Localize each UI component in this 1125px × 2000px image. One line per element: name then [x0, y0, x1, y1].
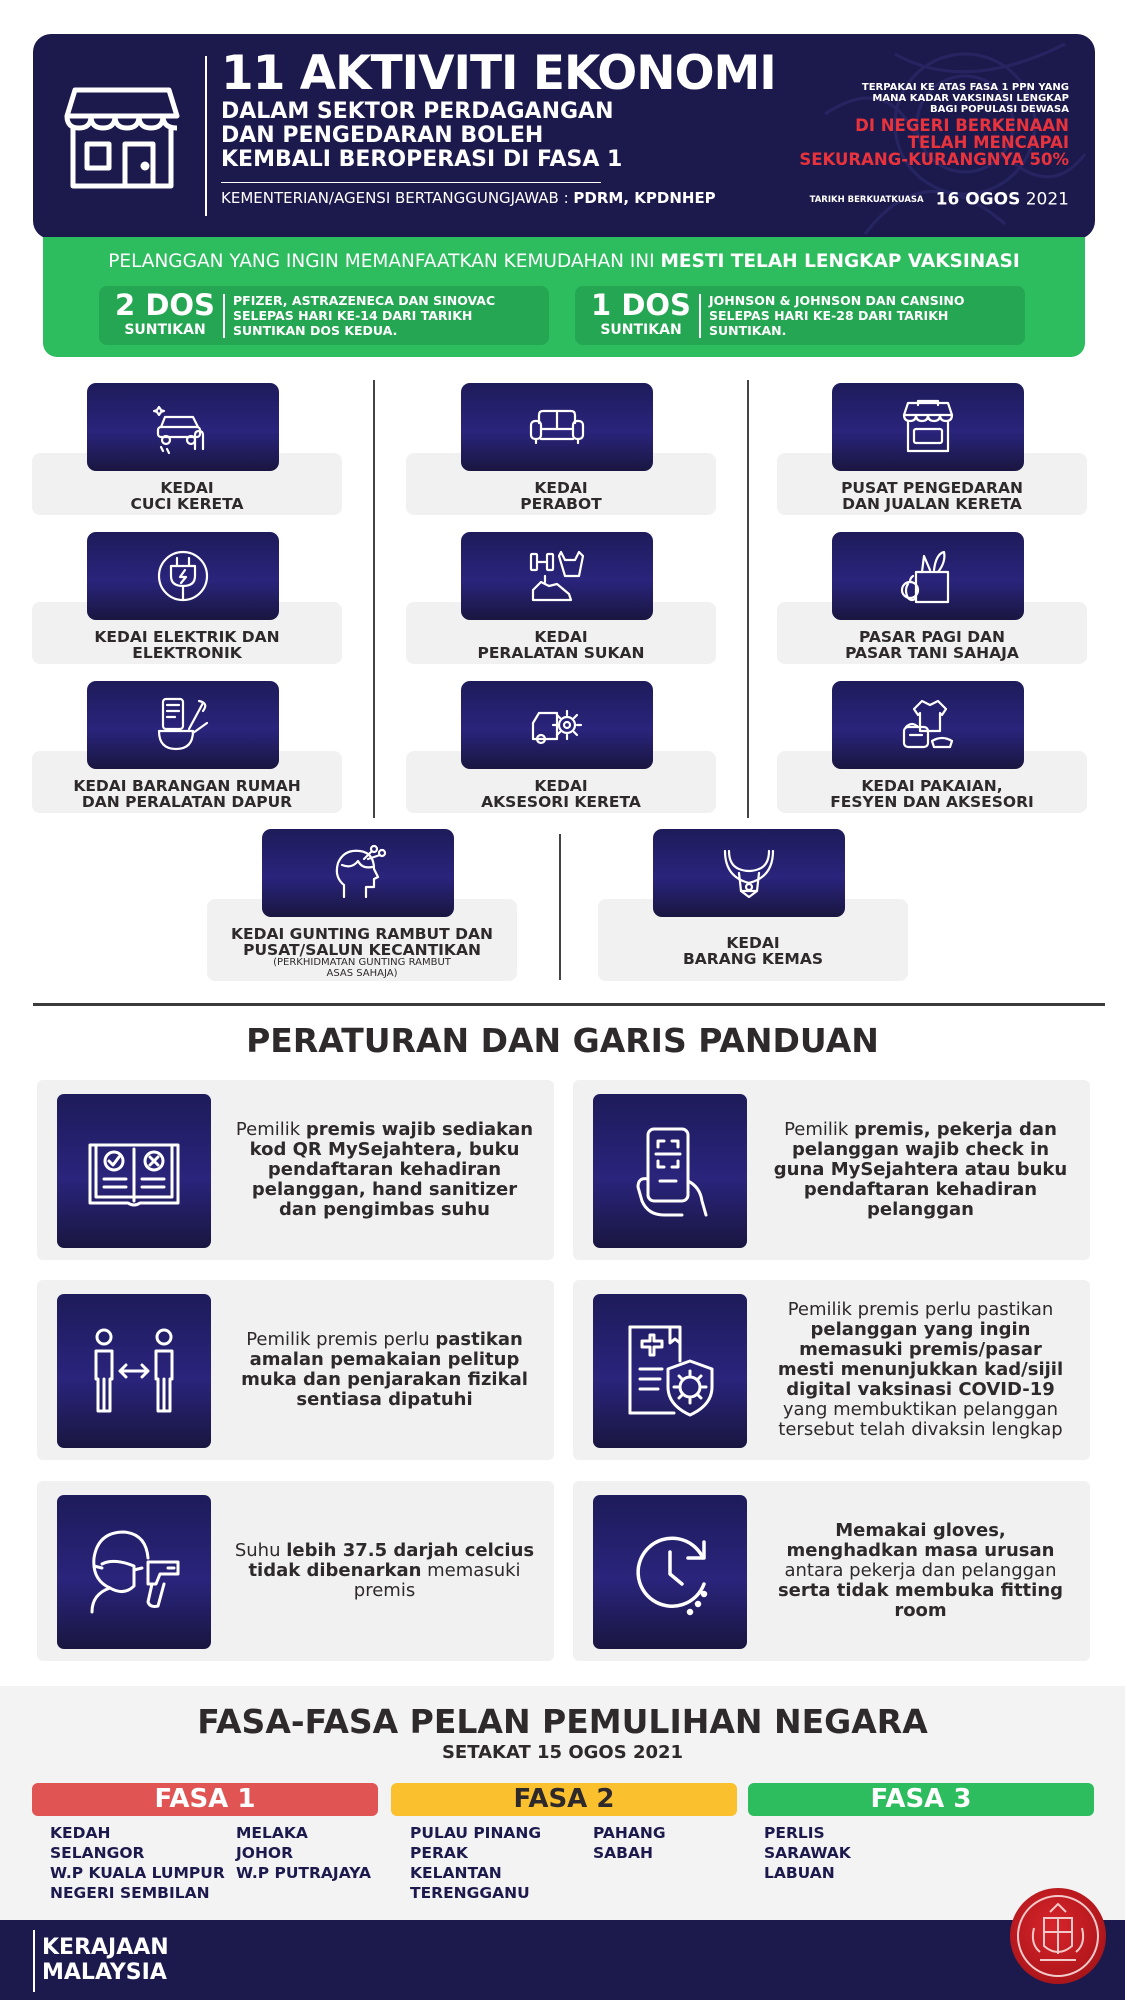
activity-note: (PERKHIDMATAN GUNTING RAMBUT ASAS SAHAJA) [273, 957, 451, 979]
phase-2-states [410, 1823, 541, 1903]
state-name: PERLIS [764, 1824, 825, 1842]
phase-2-states [593, 1823, 666, 1863]
state-name: KELANTAN [410, 1864, 502, 1882]
checklist-book-icon [84, 1121, 184, 1221]
dose-unit: SUNTIKAN [124, 322, 206, 338]
rule-text: Pemilik premis perlu pastikan amalan pemakaian pelitup muka dan penjarakan fizikal sentiasa dipatuhi [241, 1329, 528, 1410]
state-name: PAHANG [593, 1824, 666, 1842]
state-name: SABAH [593, 1844, 653, 1862]
phase-3-header: FASA 3 [748, 1783, 1094, 1816]
header-banner [33, 34, 1095, 239]
column-divider [559, 834, 561, 980]
vaccination-threshold: DI NEGERI BERKENAAN TELAH MENCAPAI SEKURANG-KURANGNYA 50% [799, 116, 1069, 169]
page-title: 11 AKTIVITI EKONOMI [221, 46, 776, 101]
phone-scan-icon [620, 1121, 720, 1221]
time-limit-icon [620, 1522, 720, 1622]
header-rule [221, 182, 601, 183]
activity-card: KEDAI PERABOT [406, 383, 716, 513]
state-name: LABUAN [764, 1864, 835, 1882]
rule-card [573, 1481, 1090, 1661]
activity-card: PUSAT PENGEDARAN DAN JUALAN KERETA [777, 383, 1087, 513]
haircut-icon [328, 843, 388, 903]
grocery-bag-icon [898, 546, 958, 606]
state-name: NEGERI SEMBILAN [50, 1884, 210, 1902]
dose-description: JOHNSON & JOHNSON DAN CANSINO SELEPAS HARI KE-28 DARI TARIKH SUNTIKAN. [709, 293, 965, 338]
vaccination-requirement-title: PELANGGAN YANG INGIN MEMANFAATKAN KEMUDAHAN INI MESTI TELAH LENGKAP VAKSINASI [108, 251, 1020, 272]
column-divider [747, 380, 749, 818]
vaccination-requirement-band [43, 237, 1085, 357]
footer [0, 1920, 1125, 2000]
dose-count: 1 DOS [591, 288, 691, 322]
dose-unit: SUNTIKAN [600, 322, 682, 338]
rule-text: Pemilik premis wajib sediakan kod QR MySejahtera, buku pendaftaran kehadiran pelanggan, hand sanitizer dan pengimbas suhu [235, 1119, 534, 1220]
activity-card: KEDAI BARANG KEMAS [598, 829, 908, 959]
phase-2-header: FASA 2 [391, 1783, 737, 1816]
phase-1-states [236, 1823, 371, 1883]
rules-title: PERATURAN DAN GARIS PANDUAN [246, 1021, 879, 1060]
dose-box-two-dose [99, 286, 549, 345]
header-divider [205, 56, 207, 216]
responsible-agency: KEMENTERIAN/AGENSI BERTANGGUNGJAWAB : PDRM, KPDNHEP [221, 189, 716, 207]
activity-card: KEDAI CUCI KERETA [32, 383, 342, 513]
dose-description: PFIZER, ASTRAZENECA DAN SINOVAC SELEPAS HARI KE-14 DARI TARIKH SUNTIKAN DOS KEDUA. [233, 293, 496, 338]
temperature-check-icon [84, 1522, 184, 1622]
coat-of-arms-icon [1010, 1888, 1106, 1984]
activity-card: KEDAI GUNTING RAMBUT DAN PUSAT/SALUN KECANTIKAN (PERKHIDMATAN GUNTING RAMBUT ASAS SAHAJA) [207, 829, 517, 959]
state-name: SELANGOR [50, 1844, 145, 1862]
rule-card [573, 1280, 1090, 1460]
state-name: KEDAH [50, 1824, 111, 1842]
activity-card: KEDAI PERALATAN SUKAN [406, 532, 716, 662]
sports-equipment-icon [527, 546, 587, 606]
activity-card: KEDAI AKSESORI KERETA [406, 681, 716, 811]
rule-card [573, 1080, 1090, 1260]
activity-card: PASAR PAGI DAN PASAR TANI SAHAJA [777, 532, 1087, 662]
necklace-icon [719, 843, 779, 903]
dealership-icon [898, 397, 958, 457]
rule-card [37, 1080, 554, 1260]
state-name: TERENGGANU [410, 1884, 530, 1902]
state-name: PULAU PINANG [410, 1824, 542, 1842]
rule-card [37, 1481, 554, 1661]
vaccine-certificate-icon [620, 1321, 720, 1421]
state-name: SARAWAK [764, 1844, 851, 1862]
phase-1-states [50, 1823, 225, 1903]
car-gear-icon [527, 695, 587, 755]
rule-text: Memakai gloves, menghadkan masa urusan antara pekerja dan pelanggan serta tidak membuka fitting room [777, 1520, 1064, 1621]
dose-count: 2 DOS [115, 288, 215, 322]
activity-card: KEDAI PAKAIAN, FESYEN DAN AKSESORI [777, 681, 1087, 811]
phase-3-states [764, 1823, 851, 1883]
phase-1-header: FASA 1 [32, 1783, 378, 1816]
rule-text: Suhu lebih 37.5 darjah celcius tidak dibenarkan memasuki premis [234, 1540, 535, 1601]
section-divider [33, 1003, 1105, 1006]
phases-title: FASA-FASA PELAN PEMULIHAN NEGARA [197, 1702, 928, 1741]
state-name: PERAK [410, 1844, 468, 1862]
state-name: W.P PUTRAJAYA [236, 1864, 371, 1882]
sofa-icon [527, 397, 587, 457]
rule-text: Pemilik premis, pekerja dan pelanggan wajib check in guna MySejahtera atau buku pendaftaran kehadiran pelanggan [773, 1119, 1068, 1220]
electric-plug-icon [153, 546, 213, 606]
column-divider [373, 380, 375, 818]
physical-distance-icon [84, 1321, 184, 1421]
shop-icon [63, 86, 181, 191]
rule-card [37, 1280, 554, 1460]
rule-text: Pemilik premis perlu pastikan pelanggan yang ingin memasuki premis/pasar mesti menunjukkan kad/sijil digital vaksinasi COVID-19 yang membuktikan pelanggan tersebut telah divaksin lengkap [777, 1299, 1064, 1440]
government-wordmark: KERAJAAN MALAYSIA [42, 1935, 169, 1985]
car-wash-icon [153, 397, 213, 457]
kitchen-utensils-icon [153, 695, 213, 755]
activity-card: KEDAI BARANGAN RUMAH DAN PERALATAN DAPUR [32, 681, 342, 811]
state-name: JOHOR [236, 1844, 294, 1862]
applicability-note: TERPAKAI KE ATAS FASA 1 PPN YANG MANA KADAR VAKSINASI LENGKAP BAGI POPULASI DEWASA DI NEGERI BERKENAAN TELAH MENCAPAI SEKURANG-KURANGNYA 50% [739, 82, 1069, 168]
phases-subtitle: SETAKAT 15 OGOS 2021 [441, 1742, 684, 1763]
activity-card: KEDAI ELEKTRIK DAN ELEKTRONIK [32, 532, 342, 662]
clothing-accessories-icon [898, 695, 958, 755]
dose-box-one-dose [575, 286, 1025, 345]
state-name: W.P KUALA LUMPUR [50, 1864, 225, 1882]
page-subtitle: DALAM SEKTOR PERDAGANGAN DAN PENGEDARAN BOLEH KEMBALI BEROPERASI DI FASA 1 [221, 99, 623, 172]
state-name: MELAKA [236, 1824, 308, 1842]
effective-date: TARIKH BERKUATKUASA 16 OGOS 2021 [809, 189, 1069, 210]
